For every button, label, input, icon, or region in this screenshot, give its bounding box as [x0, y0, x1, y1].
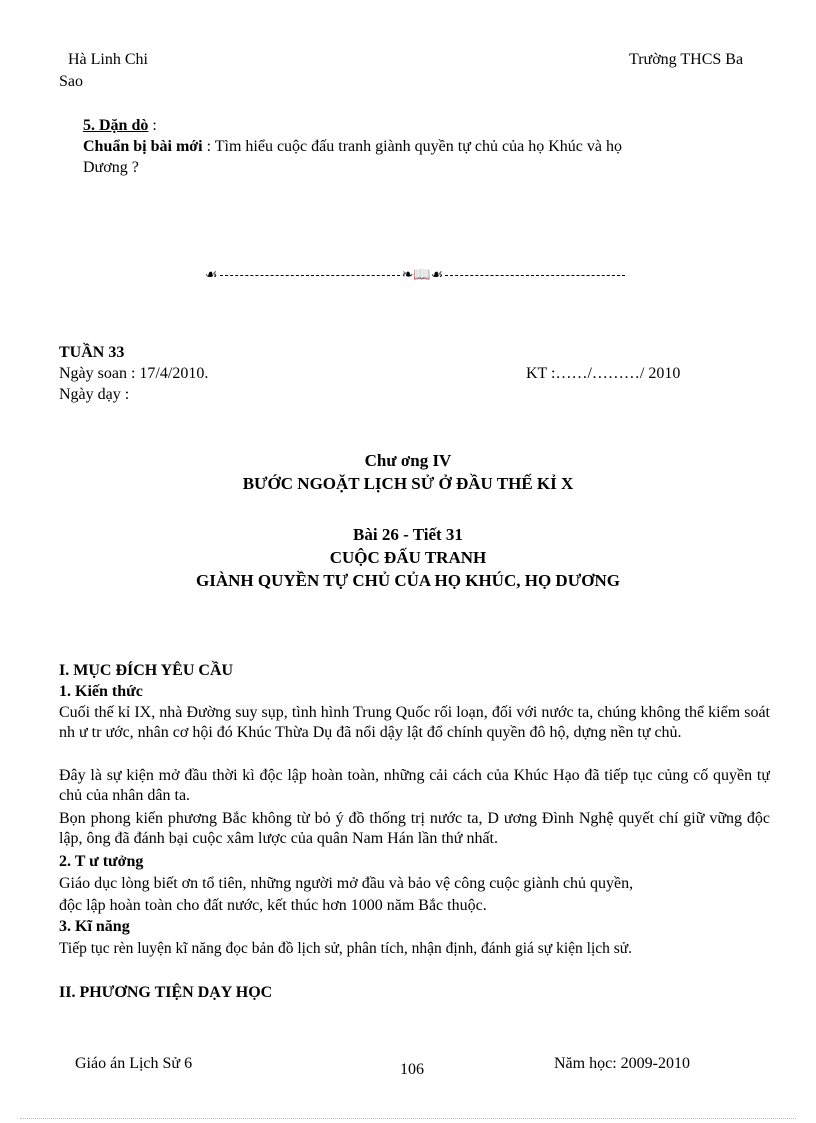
section1-heading: I. MỤC ĐÍCH YÊU CẦU [59, 662, 234, 679]
header-author: Hà Linh Chi [68, 51, 148, 68]
separator-line-right [445, 275, 625, 276]
prep-text-continued: Dương ? [83, 159, 139, 176]
lesson-title-line1: CUỘC ĐẤU TRANH [329, 548, 487, 567]
ornament-left-icon: ☙ [205, 267, 218, 283]
lesson-label: Bài 26 - Tiết 31 [353, 525, 463, 544]
ideology-line-1: Giáo dục lòng biết ơn tổ tiên, những người mở đầu và bảo vệ công cuộc giành chủ quyền, [59, 875, 634, 892]
week-label: TUẦN 33 [59, 344, 125, 361]
lesson-title-line2: GIÀNH QUYỀN TỰ CHỦ CỦA HỌ KHÚC, HỌ DƯƠNG [196, 571, 620, 590]
section2-heading: II. PHƯƠNG TIỆN DẠY HỌC [59, 984, 273, 1001]
page-edge-divider [20, 1118, 796, 1119]
homework-heading: 5. Dặn dò [83, 117, 149, 134]
date-prepared: Ngày soan : 17/4/2010. [59, 365, 209, 382]
book-ornament-icon: ❧📖☙ [401, 267, 444, 283]
knowledge-paragraph-1: Cuối thế kỉ IX, nhà Đường suy sụp, tình hình Trung Quốc rối loạn, đối với nước ta, chúng không thể kiểm soát nh ư tr ước, nhân cơ hội đó Khúc Thừa Dụ đã nổi dậy lật đổ chính quyền đô hộ, dựng nền tự chủ. [59, 704, 770, 741]
kt-date: KT :……/………/ 2010 [526, 365, 681, 382]
ornamental-separator [205, 265, 627, 285]
homework-line [83, 116, 157, 136]
homework-heading-suffix: : [148, 117, 157, 134]
prep-line [83, 137, 622, 157]
footer-subject: Giáo án Lịch Sử 6 [75, 1055, 193, 1072]
chapter-title: BƯỚC NGOẶT LỊCH SỬ Ở ĐẦU THẾ KỈ X [242, 474, 574, 493]
knowledge-paragraph-3: Bọn phong kiến phương Bắc không từ bỏ ý đồ thống trị nước ta, D ương Đình Nghệ quyết chí giữ vững độc lập, ông đã đánh bại cuộc xâm lược của quân Nam Hán lần thứ nhất. [59, 810, 770, 847]
separator-line-left [220, 275, 400, 276]
knowledge-heading: 1. Kiến thức [59, 683, 143, 700]
date-taught: Ngày dạy : [59, 386, 130, 403]
ideology-heading: 2. T ư tưởng [59, 853, 144, 870]
header-school: Trường THCS Ba [629, 51, 744, 68]
footer-page-number: 106 [400, 1061, 424, 1078]
prep-label: Chuẩn bị bài mới [83, 138, 203, 155]
prep-text: : Tìm hiểu cuộc đấu tranh giành quyền tự chủ của họ Khúc và họ [202, 138, 622, 155]
knowledge-paragraph-2: Đây là sự kiện mở đầu thời kì độc lập hoàn toàn, những cải cách của Khúc Hạo đã tiếp tục củng cố quyền tự chủ của nhân dân ta. [59, 767, 770, 804]
skills-heading: 3. Kĩ năng [59, 918, 130, 935]
skills-line-1: Tiếp tục rèn luyện kĩ năng đọc bản đồ lịch sử, phân tích, nhận định, đánh giá sự kiện lịch sử. [59, 940, 633, 957]
footer-school-year: Năm học: 2009-2010 [554, 1055, 690, 1072]
chapter-label: Chư ơng IV [364, 451, 452, 470]
ideology-line-2: độc lập hoàn toàn cho đất nước, kết thúc hơn 1000 năm Bắc thuộc. [59, 897, 487, 914]
header-author-continued: Sao [59, 73, 83, 90]
